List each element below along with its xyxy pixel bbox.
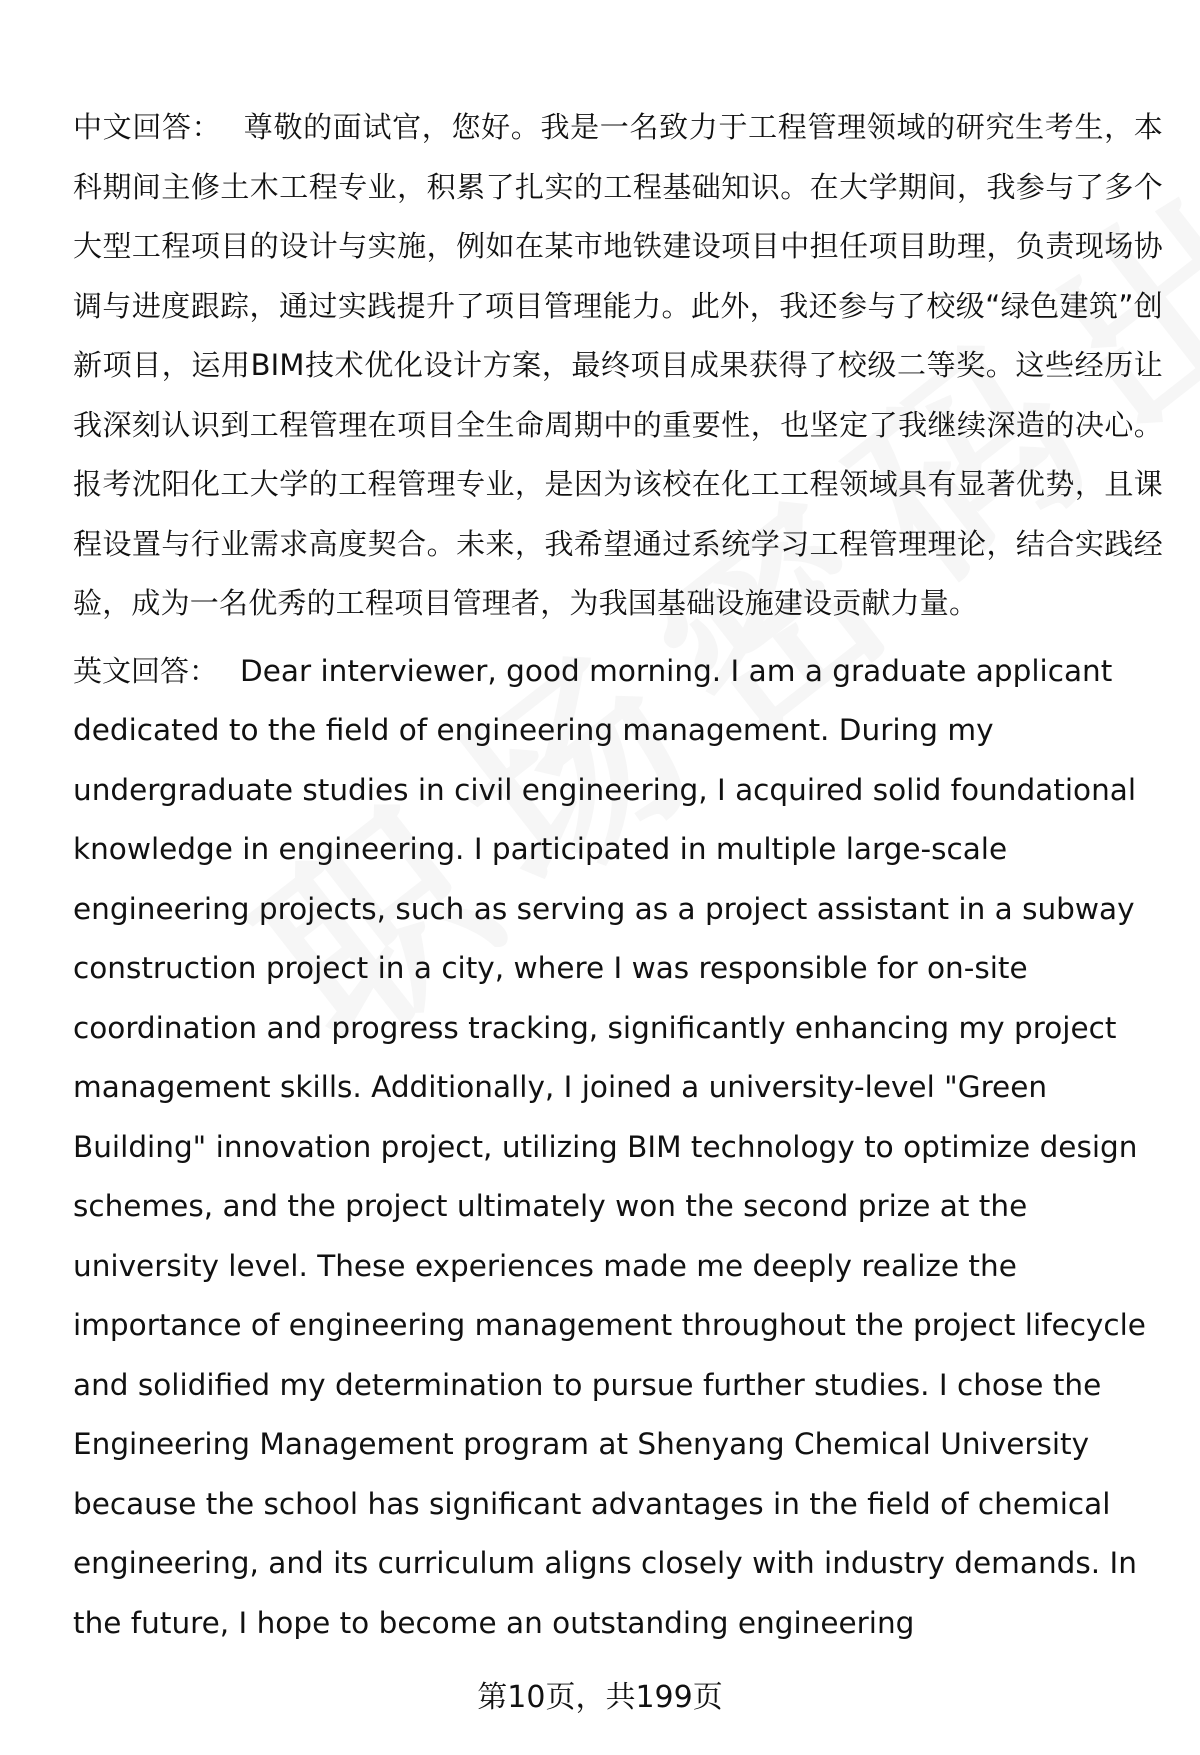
english-answer-paragraph — [73, 642, 1163, 1654]
document-body — [73, 98, 1163, 1653]
chinese-answer-label: 中文回答： — [73, 110, 222, 144]
page-number-footer: 第10页，共199页 — [477, 1680, 723, 1715]
chinese-answer-text: 尊敬的面试官，您好。我是一名致力于工程管理领域的研究生考生，本科期间主修土木工程专业，积累了扎实的工程基础知识。在大学期间，我参与了多个大型工程项目的设计与实施，例如在某市地铁建设项目中担任项目助理，负责现场协调与进度跟踪，通过实践提升了项目管理能力。此外，我还参与了校级“绿色建筑”创新项目，运用BIM技术优化设计方案，最终项目成果获得了校级二等奖。这些经历让我深刻认识到工程管理在项目全生命周期中的重要性，也坚定了我继续深造的决心。报考沈阳化工大学的工程管理专业，是因为该校在化工工程领域具有显著优势，且课程设置与行业需求高度契合。未来，我希望通过系统学习工程管理理论，结合实践经验，成为一名优秀的工程项目管理者，为我国基础设施建设贡献力量。 — [73, 110, 1163, 620]
english-answer-text: Dear interviewer, good morning. I am a graduate applicant dedicated to the field of engineering management. During my undergraduate studies in civil engineering, I acquired solid foundational knowledge in engineering. I participated in multiple large-scale engineering projects, such as serving as a project assistant in a subway construction project in a city, where I was responsible for on-site coordination and progress tracking, significantly enhancing my project management skills. Additionally, I joined a university-level "Green Building" innovation project, utilizing BIM technology to optimize design schemes, and the project ultimately won the second prize at the university level. These experiences made me deeply realize the importance of engineering management throughout the project lifecycle and solidified my determination to pursue further studies. I chose the Engineering Management program at Shenyang Chemical University because the school has significant advantages in the field of chemical engineering, and its curriculum aligns closely with industry demands. In the future, I hope to become an outstanding engineering — [73, 653, 1146, 1640]
chinese-answer-paragraph — [73, 98, 1163, 634]
english-answer-label: 英文回答： — [73, 653, 219, 688]
